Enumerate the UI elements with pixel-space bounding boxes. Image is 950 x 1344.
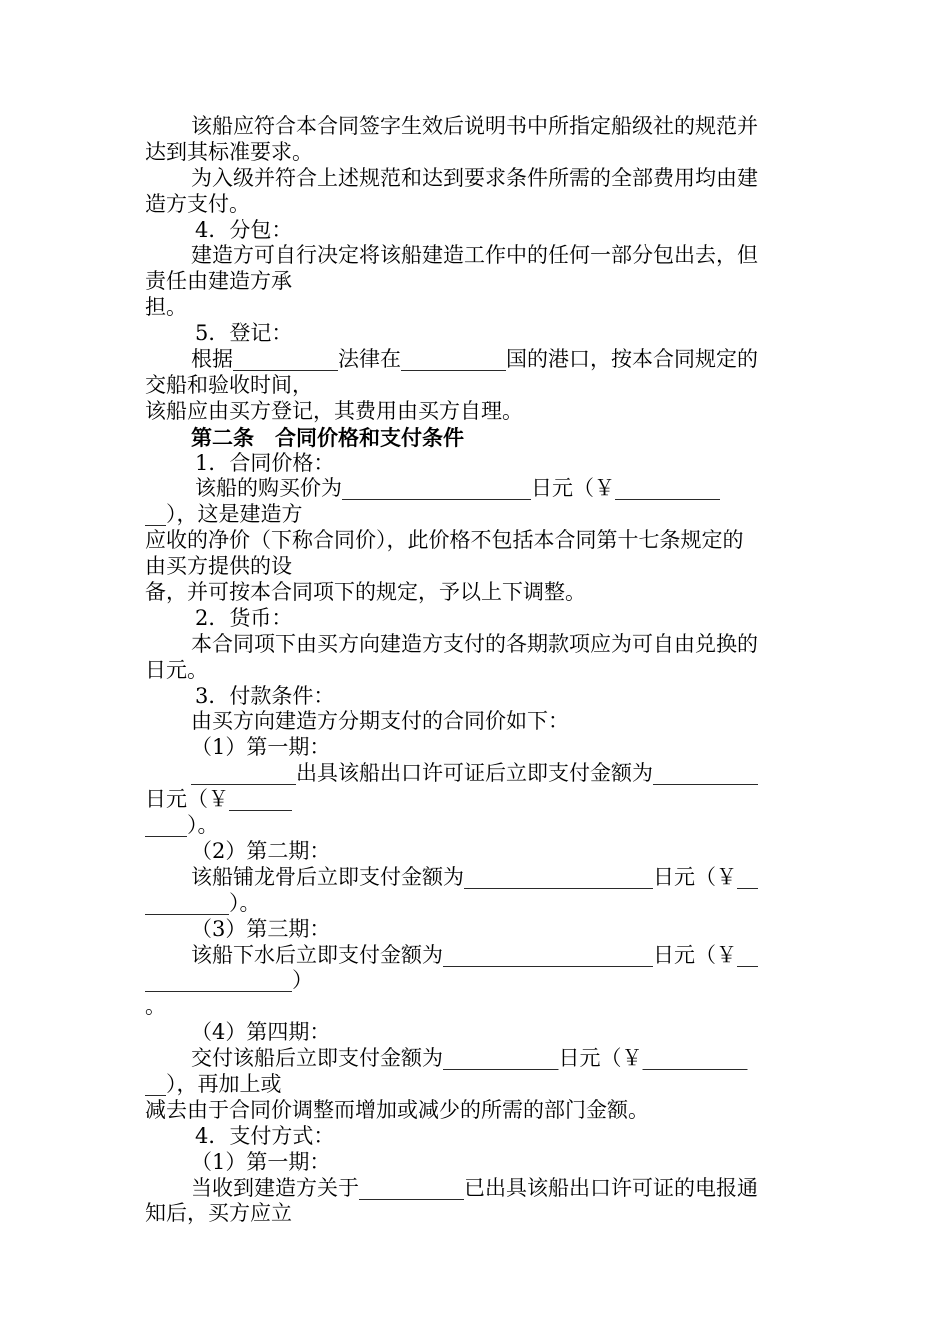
document-body <box>145 114 810 1227</box>
document-line: 交船和验收时间， <box>145 372 313 397</box>
document-line: __），再加上或 <box>145 1071 282 1096</box>
document-line: 5．登记： <box>195 321 293 346</box>
document-line: 建造方可自行决定将该船建造工作中的任何一部分包出去，但 <box>191 243 758 268</box>
document-line: 责任由建造方承 <box>145 269 292 294</box>
document-line: 根据__________法律在__________国的港口，按本合同规定的 <box>191 347 758 372</box>
document-line: 2．货币： <box>195 605 293 630</box>
document-line: 担。 <box>145 295 187 320</box>
document-line: ____）。 <box>145 813 219 838</box>
document-line: 该船的购买价为__________________日元（￥__________ <box>195 476 720 501</box>
document-line: ________）。 <box>145 890 261 915</box>
document-line: 该船铺龙骨后立即支付金额为__________________日元（￥__ <box>191 864 758 889</box>
document-line: 日元。 <box>145 657 208 682</box>
document-line: 本合同项下由买方向建造方支付的各期款项应为可自由兑换的 <box>191 631 758 656</box>
document-line: （1）第一期： <box>191 735 331 760</box>
document-line: 为入级并符合上述规范和达到要求条件所需的全部费用均由建 <box>191 165 758 190</box>
document-line: 应收的净价（下称合同价），此价格不包括本合同第十七条规定的 <box>145 528 744 553</box>
document-line: 交付该船后立即支付金额为___________日元（￥__________ <box>191 1046 748 1071</box>
document-line: 该船应由买方登记，其费用由买方自理。 <box>145 398 523 423</box>
document-line: （4）第四期： <box>191 1020 331 1045</box>
document-line: （2）第二期： <box>191 838 331 863</box>
document-line: 当收到建造方关于__________已出具该船出口许可证的电报通 <box>191 1175 758 1200</box>
document-line: 该船应符合本合同签字生效后说明书中所指定船级社的规范并 <box>191 114 758 138</box>
document-line: （3）第三期： <box>191 916 331 941</box>
document-line: 备，并可按本合同项下的规定，予以上下调整。 <box>145 580 586 605</box>
document-line: __），这是建造方 <box>145 502 303 527</box>
document-line: __________出具该船出口许可证后立即支付金额为__________ <box>191 761 758 786</box>
document-line: ______________） <box>145 968 313 993</box>
document-line: 减去由于合同价调整而增加或减少的所需的部门金额。 <box>145 1097 649 1122</box>
document-line: 知后，买方应立 <box>145 1201 292 1226</box>
document-line: 3．付款条件： <box>195 683 335 708</box>
document-line: 。 <box>145 994 166 1019</box>
document-line: 1．合同价格： <box>195 450 335 475</box>
document-line: 4．支付方式： <box>195 1123 335 1148</box>
document-line: 日元（￥______ <box>145 787 292 812</box>
section-heading: 第二条 合同价格和支付条件 <box>191 424 464 450</box>
document-line: 4．分包： <box>195 217 293 242</box>
document-line: 由买方向建造方分期支付的合同价如下： <box>191 709 569 734</box>
document-line: 造方支付。 <box>145 191 250 216</box>
document-line: （1）第一期： <box>191 1149 331 1174</box>
document-line: 由买方提供的设 <box>145 554 292 579</box>
document-line: 达到其标准要求。 <box>145 139 313 164</box>
document-line: 该船下水后立即支付金额为____________________日元（￥__ <box>191 942 758 967</box>
